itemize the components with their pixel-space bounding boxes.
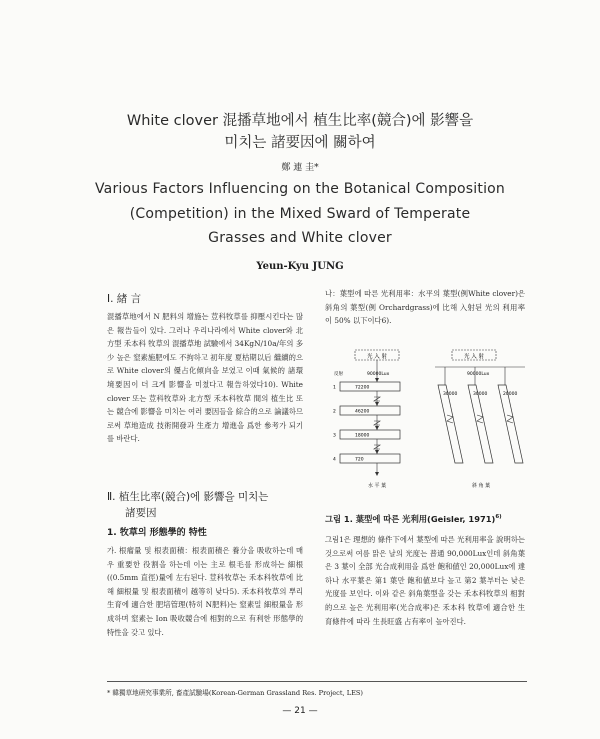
figure-right-value-3: 20000: [503, 392, 518, 397]
figure-left-value-4: 720: [355, 457, 364, 463]
figure-right-panel: [435, 350, 525, 489]
figure-caption-text: 그림 1. 葉型에 따른 光利用(Geisler, 1971): [325, 514, 496, 524]
figure-left-top-label: 光 入 射: [367, 354, 387, 360]
figure-left-value-2: 46200: [355, 409, 370, 415]
figure-left-leaf-label: 水 平 葉: [367, 483, 387, 489]
section1-heading: Ⅰ. 緖 言: [107, 293, 142, 305]
figure-right-value-2: 30000: [473, 392, 488, 397]
title-korean-line1: White clover 混播草地에서 植生比率(競合)에 影響을: [126, 113, 474, 129]
figure-layer-number-3: 3: [333, 433, 336, 439]
figure-left-side-label: 反射: [334, 372, 343, 377]
figure-left-value-3: 18000: [355, 433, 370, 439]
right-body-paragraph: 그림1은 理想的 條件下에서 葉型에 따른 光利用率을 說明하는 것으로써 여름 맑은 날의 光度는 普通 90,000Lux인데 斜角葉은 3 葉이 全部 光合成利用을 爲한 飽和値인 20,000Lux에 達하나 水平葉은 第1 葉만 飽和値보다 높고 第2 葉부터는 낮은 光度를 보인다. 이와 같은 斜角葉型을 갖는 禾本科牧草의 相對的으로 높은 光利用率(光合成率)은 禾本科 牧草에 適合한 生育條件에 따라 生長旺盛 占有率이 높아진다.: [325, 535, 525, 626]
right-intro-paragraph: 나：葉型에 따른 光利用率：水平의 葉型(例White clover)은 斜角의 葉型(例 Orchardgrass)에 比해 入射된 光의 利用率이 50% 以下이다6).: [325, 289, 525, 326]
figure-left-value-1: 72200: [355, 385, 370, 391]
footnote: * 韓獨草地硏究事業所, 畜產試驗場(Korean-German Grassland Res. Project, LES): [107, 689, 363, 697]
figure-layer-number-1: 1: [333, 385, 336, 391]
title-english-line3: Grasses and White clover: [208, 230, 392, 246]
figure-left-panel: [333, 350, 400, 489]
figure-layer-number-2: 2: [333, 409, 336, 415]
figure-right-incoming: 90000Lux: [467, 372, 490, 377]
figure-caption: [325, 513, 525, 525]
title-korean-line2: 미치는 諸要因에 關하여: [224, 135, 376, 151]
title-english-line2: (Competition) in the Mixed Sward of Temperate: [129, 206, 471, 222]
subsection1-heading: 1. 牧草의 形態學的 特性: [107, 528, 207, 538]
author-korean: 鄭 連 圭*: [281, 163, 319, 173]
section2-heading-line1: Ⅱ. 植生比率(競合)에 影響을 미치는: [107, 491, 269, 503]
figure-leaf-type-diagram: [325, 345, 530, 495]
author-english: Yeun-Kyu JUNG: [256, 261, 344, 272]
section2-heading-line2: 諸要因: [125, 507, 157, 519]
section1-body: 混播草地에서 N 肥料의 增施는 荳科牧草를 抑壓시킨다는 많은 報告들이 있다. 그러나 우리나라에서 White clover와 北方型 禾本科 牧草의 混播草地 試驗에서 34KgN/10a/年의 多少 높은 窒素施肥에도 不拘하고 初年度 夏枯期以后 繼續的으로 White clover의 優占化傾向을 보였고 이때 氣候的 諸環境要因이 더 크게 影響을 미쳤다고 報告하였다10). White clover 또는 荳科牧草와 北方型 禾本科牧草 間의 植生比 또는 競合에 影響을 미치는 여러 要因들을 綜合的으로 論議하므로써 草地造成 技術開發과 生產力 增進을 爲한 參考가 되기를 바란다.: [107, 312, 303, 444]
figure-right-top-label: 光 入 射: [464, 354, 484, 360]
footnote-divider: [107, 681, 527, 682]
figure-left-incoming: 90000Lux: [367, 372, 390, 377]
page-number: — 21 —: [282, 706, 318, 716]
figure-caption-ref: 6): [495, 514, 502, 521]
figure-layer-number-4: 4: [333, 457, 336, 463]
subsection1-body: 가. 根瘤量 및 根表面積：根表面積은 養分을 吸收하는데 매우 重要한 役割을 하는데 이는 主로 根毛를 形成하는 細根((0.5mm 直徑)量에 左右된다. 荳科牧草는 禾本科牧草에 比해 細根量 및 根表面積이 越等히 낮다5). 禾本科牧草의 뿌리生育에 適合한 肥培管理(特히 N肥料)는 窒素밀 細根量을 形成하며 窒素는 Ion 吸收競合에 相對的으로 有利한 形態學的 特性을 갖고 있다.: [107, 546, 303, 637]
figure-right-leaf-label: 斜 角 葉: [471, 483, 491, 489]
title-english-line1: Various Factors Influencing on the Botanical Composition: [94, 181, 506, 197]
figure-right-value-1: 30000: [443, 392, 458, 397]
